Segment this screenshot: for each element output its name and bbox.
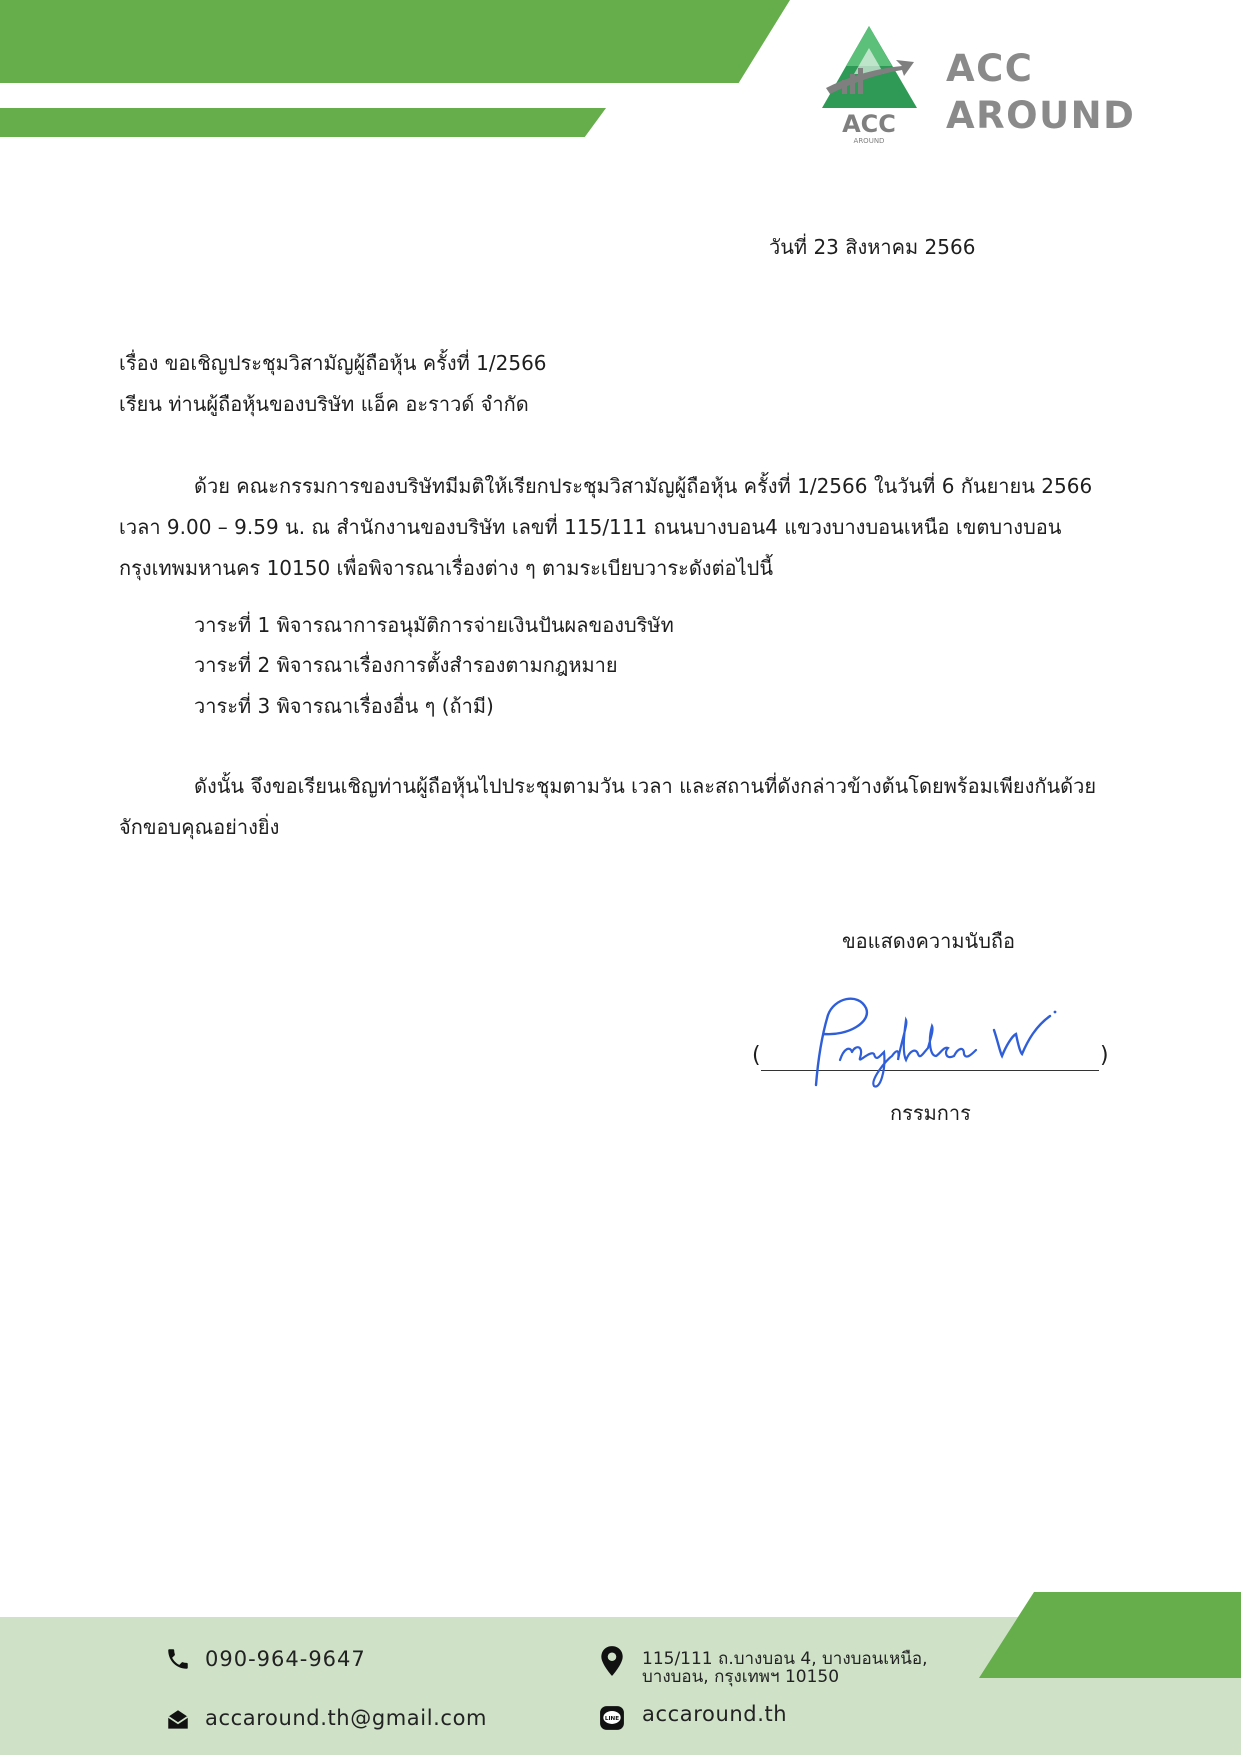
body-line-1: ด้วย คณะกรรมการของบริษัทมีมติให้เรียกประชุมวิสามัญผู้ถือหุ้น ครั้งที่ 1/2566 ในวันที่ 6 กันยายน 2566 [194, 474, 1093, 498]
signatory-title: กรรมการ [890, 1101, 971, 1125]
signature-paren-open: ( [752, 1043, 761, 1068]
brand-name-line2: AROUND [946, 94, 1136, 137]
email-icon [165, 1707, 191, 1733]
line-app-icon [599, 1705, 625, 1731]
footer-phone: 090-964-9647 [205, 1647, 366, 1671]
signature-paren-close: ) [1100, 1043, 1109, 1068]
footer-address-line1: 115/111 ถ.บางบอน 4, บางบอนเหนือ, [642, 1649, 928, 1669]
letter-recipient: เรียน ท่านผู้ถือหุ้นของบริษัท แอ็ค อะราวด์ จำกัด [119, 392, 529, 416]
logo-text: ACC [842, 110, 896, 138]
body-line-3: กรุงเทพมหานคร 10150 เพื่อพิจารณาเรื่องต่าง ๆ ตามระเบียบวาระดังต่อไปนี้ [119, 556, 773, 580]
handwritten-signature [788, 990, 1058, 1095]
phone-icon [165, 1646, 191, 1672]
footer-email: accaround.th@gmail.com [205, 1706, 488, 1730]
logo-subtext: AROUND [853, 137, 885, 144]
closing-line-2: จักขอบคุณอย่างยิ่ง [119, 815, 280, 839]
regards-text: ขอแสดงความนับถือ [842, 929, 1016, 953]
footer-line-id: accaround.th [642, 1702, 788, 1726]
location-pin-icon [599, 1645, 625, 1677]
body-line-2: เวลา 9.00 – 9.59 น. ณ สำนักงานของบริษัท เลขที่ 115/111 ถนนบางบอน4 แขวงบางบอนเหนือ เขตบางบอน [119, 515, 1062, 539]
footer-address-line2: บางบอน, กรุงเทพฯ 10150 [642, 1667, 840, 1687]
agenda-item-1: วาระที่ 1 พิจารณาการอนุมัติการจ่ายเงินปันผลของบริษัท [194, 613, 674, 637]
brand-name-line1: ACC [946, 47, 1034, 90]
closing-line-1: ดังนั้น จึงขอเรียนเชิญท่านผู้ถือหุ้นไปประชุมตามวัน เวลา และสถานที่ดังกล่าวข้างต้นโดยพร้อมเพียงกันด้วย [194, 774, 1097, 798]
letter-subject: เรื่อง ขอเชิญประชุมวิสามัญผู้ถือหุ้น ครั้งที่ 1/2566 [119, 351, 547, 375]
agenda-item-3: วาระที่ 3 พิจารณาเรื่องอื่น ๆ (ถ้ามี) [194, 694, 494, 718]
agenda-item-2: วาระที่ 2 พิจารณาเรื่องการตั้งสำรองตามกฎหมาย [194, 653, 618, 677]
letter-date: วันที่ 23 สิงหาคม 2566 [769, 235, 976, 259]
line-badge-text: LINE [604, 1715, 620, 1722]
